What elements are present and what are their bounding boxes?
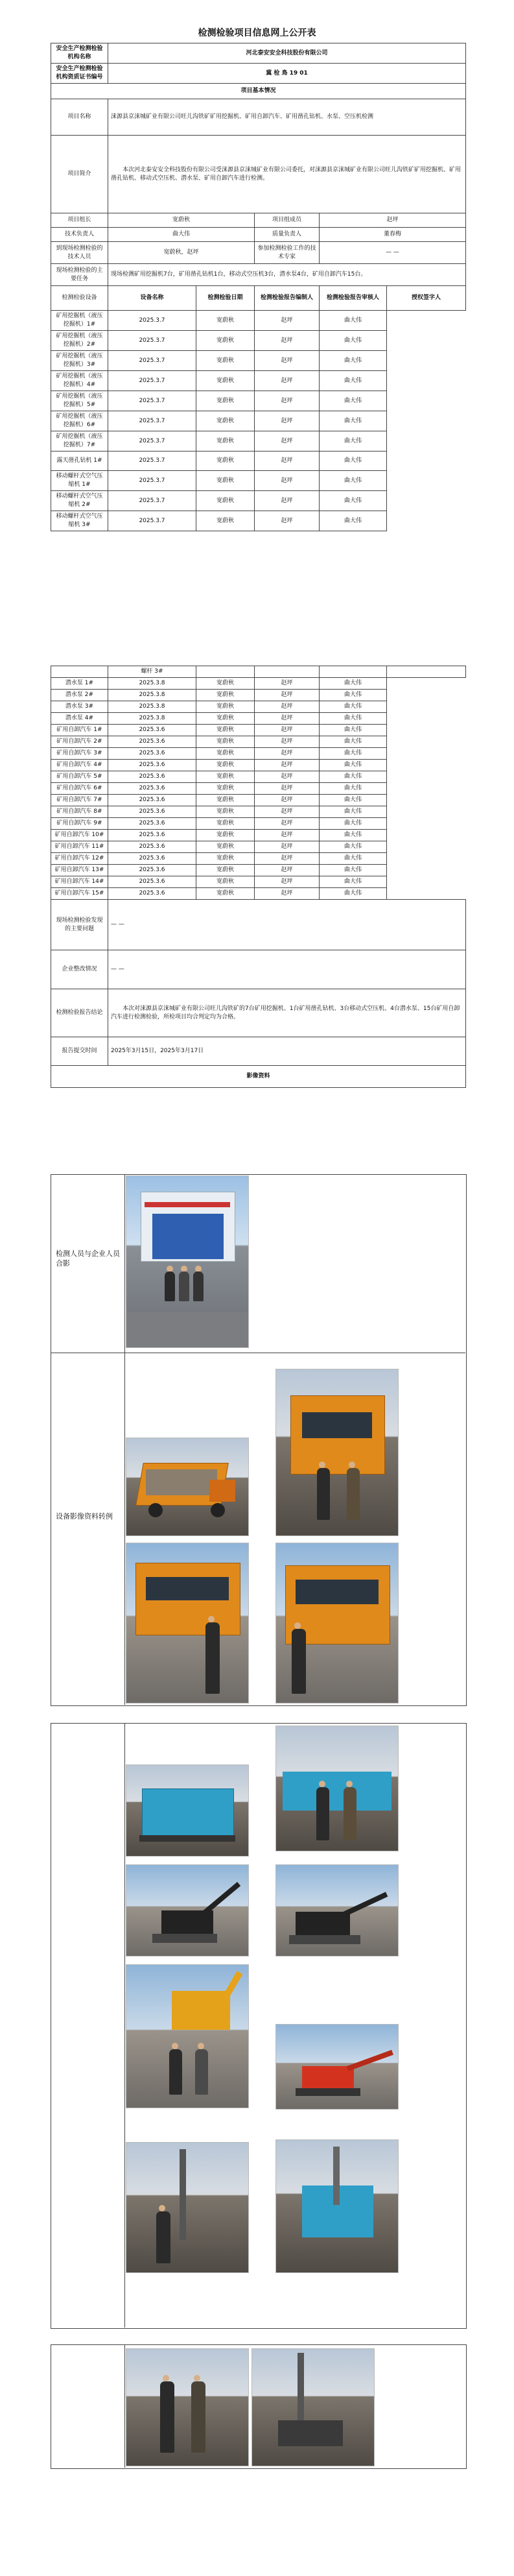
- device-signer: 曲大伟: [320, 888, 387, 900]
- device-editor: 宽蔚秋: [196, 311, 255, 331]
- device-editor: 宽蔚秋: [196, 876, 255, 888]
- device-date: 2025.3.8: [108, 701, 196, 713]
- task-label: 现场检测检验的主要任务: [51, 264, 108, 286]
- device-editor: 宽蔚秋: [196, 748, 255, 760]
- device-date: 2025.3.7: [108, 431, 196, 451]
- device-signer: 曲大伟: [320, 795, 387, 806]
- device-reviewer: 赵坪: [255, 701, 320, 713]
- device-row: [51, 830, 466, 841]
- device-name: 矿用自卸汽车 6#: [51, 783, 108, 795]
- device-date: 2025.3.6: [108, 783, 196, 795]
- device-signer: 曲大伟: [320, 760, 387, 771]
- compressor-photo: [126, 1764, 249, 1857]
- device-name: 露天凿孔钻机 1#: [51, 451, 108, 471]
- quality-label: 质量负责人: [255, 228, 320, 242]
- device-signer: 曲大伟: [320, 725, 387, 736]
- truck-photo-2: [275, 1369, 399, 1536]
- device-reviewer: 赵坪: [255, 713, 320, 725]
- photo-frame-2: [51, 1723, 467, 2329]
- device-editor: 宽蔚秋: [196, 511, 255, 531]
- device-header-reviewer: 检测检验报告审核人: [320, 286, 387, 311]
- device-date: 2025.3.7: [108, 411, 196, 431]
- device-name: 移动螺杆式空气压缩机 1#: [51, 471, 108, 491]
- device-editor: 宽蔚秋: [196, 818, 255, 830]
- device-reviewer: 赵坪: [255, 806, 320, 818]
- info-table-continued: [51, 666, 466, 1088]
- device-editor: 宽蔚秋: [196, 865, 255, 876]
- task-value: 现场检测矿用挖掘机7台，矿用凿孔钻机1台，移动式空压机3台，潜水泵4台，矿用自卸汽车15台。: [108, 264, 466, 286]
- device-row: [51, 391, 466, 411]
- conclusion-label: 检测检验报告结论: [51, 989, 108, 1037]
- device-reviewer: 赵坪: [255, 795, 320, 806]
- device-editor: 宽蔚秋: [196, 491, 255, 511]
- device-editor: 宽蔚秋: [196, 678, 255, 690]
- cert-value: 冀 检 ⿃ 19 01: [108, 64, 466, 84]
- device-label-cont: [51, 666, 108, 678]
- device-signer: 曲大伟: [320, 701, 387, 713]
- truck-photo-3: [126, 1543, 249, 1703]
- device-reviewer: 赵坪: [255, 331, 320, 351]
- report-time-value: 2025年3月15日，2025年3月17日: [108, 1037, 466, 1066]
- device-reviewer: 赵坪: [255, 311, 320, 331]
- device-reviewer: 赵坪: [255, 451, 320, 471]
- device-editor: 宽蔚秋: [196, 391, 255, 411]
- cert-label: 安全生产检测检验机构资质证书编号: [51, 64, 108, 84]
- device-date: 2025.3.6: [108, 795, 196, 806]
- device-reviewer: 赵坪: [255, 471, 320, 491]
- device-name: 矿用自卸汽车 2#: [51, 736, 108, 748]
- device-row: [51, 471, 466, 491]
- device-reviewer: 赵坪: [255, 690, 320, 701]
- device-name: 矿用挖掘机（液压挖掘机）3#: [51, 351, 108, 371]
- device-signer: 曲大伟: [320, 511, 387, 531]
- device-row: [51, 888, 466, 900]
- photo-frame-2-divider: [124, 1723, 125, 2328]
- device-name: 矿用自卸汽车 9#: [51, 818, 108, 830]
- device-editor: 宽蔚秋: [196, 471, 255, 491]
- truck-photo-1: [126, 1438, 249, 1536]
- device-signer: 曲大伟: [320, 853, 387, 865]
- device-date: 2025.3.7: [108, 371, 196, 391]
- device-rows-a: [51, 311, 466, 531]
- drill-people-photo: [126, 2348, 249, 2466]
- device-signer: 曲大伟: [320, 783, 387, 795]
- device-name: 潜水泵 3#: [51, 701, 108, 713]
- device-editor: 宽蔚秋: [196, 736, 255, 748]
- device-row: [51, 451, 466, 471]
- device-row: [51, 351, 466, 371]
- device-signer: 曲大伟: [320, 690, 387, 701]
- device-header-date: 检测检验日期: [196, 286, 255, 311]
- leader-value: 宽蔚秋: [108, 213, 255, 228]
- device-name: 矿用挖掘机（液压挖掘机）5#: [51, 391, 108, 411]
- device-row: [51, 853, 466, 865]
- device-reviewer: 赵坪: [255, 830, 320, 841]
- device-date: 2025.3.6: [108, 865, 196, 876]
- device-editor: 宽蔚秋: [196, 806, 255, 818]
- device-date: 2025.3.8: [108, 690, 196, 701]
- quality-value: 董春梅: [320, 228, 466, 242]
- device-date: 2025.3.7: [108, 331, 196, 351]
- device-date: 2025.3.6: [108, 853, 196, 865]
- device-rows-b: [51, 678, 466, 900]
- device-editor: 宽蔚秋: [196, 725, 255, 736]
- drill-photo-2: [275, 2139, 399, 2273]
- device-signer: 曲大伟: [320, 806, 387, 818]
- device-row: [51, 713, 466, 725]
- device-reviewer: 赵坪: [255, 888, 320, 900]
- device-name: 矿用自卸汽车 4#: [51, 760, 108, 771]
- device-name: 潜水泵 4#: [51, 713, 108, 725]
- device-name: 潜水泵 1#: [51, 678, 108, 690]
- device-signer: 曲大伟: [320, 451, 387, 471]
- device-row: [51, 371, 466, 391]
- device-name: 矿用自卸汽车 8#: [51, 806, 108, 818]
- device-signer: 曲大伟: [320, 351, 387, 371]
- document-title: 检测检验项目信息网上公开表: [198, 28, 316, 38]
- compressor-people-photo: [275, 1726, 399, 1851]
- device-name: 矿用自卸汽车 7#: [51, 795, 108, 806]
- rectify-value: — —: [108, 950, 466, 989]
- device-reviewer: 赵坪: [255, 431, 320, 451]
- device-name: 矿用自卸汽车 5#: [51, 771, 108, 783]
- photo-device-label: 设备影像资料转例: [56, 1512, 113, 1521]
- device-reviewer: 赵坪: [255, 748, 320, 760]
- device-date: 2025.3.7: [108, 391, 196, 411]
- device-label: 检测检验设备: [51, 286, 108, 311]
- device-row: [51, 690, 466, 701]
- group-photo: [126, 1175, 249, 1348]
- device-reviewer: 赵坪: [255, 736, 320, 748]
- device-cont-name: 螺杆 3#: [108, 666, 196, 678]
- device-reviewer: 赵坪: [255, 760, 320, 771]
- device-editor: 宽蔚秋: [196, 713, 255, 725]
- device-signer: 曲大伟: [320, 431, 387, 451]
- device-name: 矿用挖掘机（液压挖掘机）7#: [51, 431, 108, 451]
- drill-photo-3: [251, 2348, 375, 2466]
- tech-value: 曲大伟: [108, 228, 255, 242]
- device-row: [51, 311, 466, 331]
- device-header-name: 设备名称: [108, 286, 196, 311]
- device-signer: 曲大伟: [320, 865, 387, 876]
- device-name: 矿用挖掘机（液压挖掘机）4#: [51, 371, 108, 391]
- device-signer: 曲大伟: [320, 391, 387, 411]
- device-row: [51, 783, 466, 795]
- device-name: 矿用挖掘机（液压挖掘机）1#: [51, 311, 108, 331]
- rectify-label: 企业整改情况: [51, 950, 108, 989]
- info-table-main: [51, 43, 466, 531]
- device-name: 矿用自卸汽车 10#: [51, 830, 108, 841]
- device-name: 矿用自卸汽车 14#: [51, 876, 108, 888]
- leader-label: 项目组长: [51, 213, 108, 228]
- truck-photo-4: [275, 1543, 399, 1703]
- device-row: [51, 678, 466, 690]
- project-name-value: 涞源县京涞城矿业有限公司旺儿沟铁矿矿用挖掘机、矿用自卸汽车、矿用凿孔钻机、水泵、空压机检测: [108, 99, 466, 136]
- device-editor: 宽蔚秋: [196, 411, 255, 431]
- device-date: 2025.3.6: [108, 748, 196, 760]
- excavator-photo-1: [126, 1864, 249, 1956]
- excavator-photo-3: [275, 2024, 399, 2110]
- drill-photo-1: [126, 2142, 249, 2273]
- device-date: 2025.3.6: [108, 806, 196, 818]
- device-editor: 宽蔚秋: [196, 760, 255, 771]
- device-signer: 曲大伟: [320, 736, 387, 748]
- onsite-other-value: — —: [320, 242, 466, 264]
- device-row: [51, 818, 466, 830]
- onsite-label: 到现场检测检验的技术人员: [51, 242, 108, 264]
- conclusion-value: 本次对涞源县京涞城矿业有限公司旺儿沟铁矿的7台矿用挖掘机、1台矿用凿孔钻机、3台移动式空压机、4台潜水泵、15台矿用自卸汽车进行检测检验，所检项目均合判定均为合格。: [108, 989, 466, 1037]
- device-row: [51, 491, 466, 511]
- photo-frame-1-divider-v: [124, 1174, 125, 1705]
- tech-label: 技术负责人: [51, 228, 108, 242]
- device-date: 2025.3.6: [108, 876, 196, 888]
- project-intro-label: 项目简介: [51, 136, 108, 213]
- device-row: [51, 760, 466, 771]
- photo-frame-3-divider: [124, 2344, 125, 2468]
- device-date: 2025.3.6: [108, 888, 196, 900]
- device-editor: 宽蔚秋: [196, 771, 255, 783]
- device-signer: 曲大伟: [320, 713, 387, 725]
- device-date: 2025.3.7: [108, 471, 196, 491]
- device-signer: 曲大伟: [320, 371, 387, 391]
- device-signer: 曲大伟: [320, 491, 387, 511]
- device-row: [51, 701, 466, 713]
- device-reviewer: 赵坪: [255, 876, 320, 888]
- project-name-label: 项目名称: [51, 99, 108, 136]
- device-row: [51, 748, 466, 760]
- device-reviewer: 赵坪: [255, 391, 320, 411]
- device-editor: 宽蔚秋: [196, 371, 255, 391]
- device-reviewer: 赵坪: [255, 511, 320, 531]
- onsite-value: 宽蔚秋，赵坪: [108, 242, 255, 264]
- device-date: 2025.3.7: [108, 511, 196, 531]
- device-row: [51, 841, 466, 853]
- device-name: 矿用自卸汽车 12#: [51, 853, 108, 865]
- device-reviewer: 赵坪: [255, 783, 320, 795]
- section-photos: 影像资料: [51, 1066, 466, 1088]
- device-editor: 宽蔚秋: [196, 888, 255, 900]
- device-date: 2025.3.6: [108, 736, 196, 748]
- device-name: 矿用自卸汽车 15#: [51, 888, 108, 900]
- org-label: 安全生产检测检验机构名称: [51, 43, 108, 64]
- device-date: 2025.3.7: [108, 311, 196, 331]
- problem-value: — —: [108, 900, 466, 950]
- device-signer: 曲大伟: [320, 841, 387, 853]
- device-signer: 曲大伟: [320, 678, 387, 690]
- project-intro-value: 本次河北泰安安全科技股份有限公司受涞源县京涞城矿业有限公司委托，对涞源县京涞城矿业有限公司旺儿沟铁矿矿用挖掘机、矿用凿孔钻机、移动式空压机、潜水泵、矿用自卸汽车进行检测。: [108, 136, 466, 213]
- device-reviewer: 赵坪: [255, 853, 320, 865]
- device-date: 2025.3.6: [108, 830, 196, 841]
- onsite-other-label: 参加检测检验工作的技术专家: [255, 242, 320, 264]
- device-row: [51, 771, 466, 783]
- device-row: [51, 331, 466, 351]
- device-reviewer: 赵坪: [255, 771, 320, 783]
- device-editor: 宽蔚秋: [196, 451, 255, 471]
- device-date: 2025.3.6: [108, 725, 196, 736]
- device-reviewer: 赵坪: [255, 818, 320, 830]
- device-editor: 宽蔚秋: [196, 783, 255, 795]
- device-editor: 宽蔚秋: [196, 830, 255, 841]
- device-signer: 曲大伟: [320, 876, 387, 888]
- device-reviewer: 赵坪: [255, 371, 320, 391]
- member-label: 项目组成员: [255, 213, 320, 228]
- device-date: 2025.3.6: [108, 760, 196, 771]
- device-row: [51, 725, 466, 736]
- device-reviewer: 赵坪: [255, 351, 320, 371]
- device-row: [51, 736, 466, 748]
- device-name: 潜水泵 2#: [51, 690, 108, 701]
- section-basic: 项目基本情况: [51, 84, 466, 99]
- device-date: 2025.3.8: [108, 713, 196, 725]
- device-date: 2025.3.6: [108, 841, 196, 853]
- device-reviewer: 赵坪: [255, 491, 320, 511]
- device-editor: 宽蔚秋: [196, 431, 255, 451]
- problem-label: 现场检测检验发现的主要问题: [51, 900, 108, 950]
- device-row: [51, 806, 466, 818]
- device-header-signer: 授权签字人: [387, 286, 466, 311]
- device-editor: 宽蔚秋: [196, 690, 255, 701]
- device-date: 2025.3.8: [108, 678, 196, 690]
- device-signer: 曲大伟: [320, 771, 387, 783]
- device-editor: 宽蔚秋: [196, 795, 255, 806]
- device-reviewer: 赵坪: [255, 725, 320, 736]
- device-name: 移动螺杆式空气压缩机 2#: [51, 491, 108, 511]
- device-row: [51, 865, 466, 876]
- device-name: 矿用挖掘机（液压挖掘机）2#: [51, 331, 108, 351]
- device-date: 2025.3.7: [108, 351, 196, 371]
- device-signer: 曲大伟: [320, 311, 387, 331]
- device-name: 矿用自卸汽车 3#: [51, 748, 108, 760]
- device-name: 矿用自卸汽车 11#: [51, 841, 108, 853]
- device-row: [51, 411, 466, 431]
- device-signer: 曲大伟: [320, 830, 387, 841]
- device-reviewer: 赵坪: [255, 411, 320, 431]
- report-time-label: 报告提交时间: [51, 1037, 108, 1066]
- device-reviewer: 赵坪: [255, 841, 320, 853]
- device-name: 矿用自卸汽车 1#: [51, 725, 108, 736]
- device-row: [51, 876, 466, 888]
- device-row: [51, 795, 466, 806]
- device-date: 2025.3.6: [108, 771, 196, 783]
- device-name: 移动螺杆式空气压缩机 3#: [51, 511, 108, 531]
- device-header-editor: 检测检验报告编制人: [255, 286, 320, 311]
- photo-people-label: 检测人员与企业人员合影: [56, 1249, 120, 1268]
- device-editor: 宽蔚秋: [196, 701, 255, 713]
- device-row: [51, 431, 466, 451]
- device-editor: 宽蔚秋: [196, 841, 255, 853]
- device-editor: 宽蔚秋: [196, 351, 255, 371]
- device-name: 矿用挖掘机（液压挖掘机）6#: [51, 411, 108, 431]
- excavator-people-photo: [126, 1964, 249, 2108]
- member-value: 赵坪: [320, 213, 466, 228]
- excavator-photo-2: [275, 1864, 399, 1956]
- org-value: 河北泰安安全科技股份有限公司: [108, 43, 466, 64]
- device-editor: 宽蔚秋: [196, 331, 255, 351]
- device-date: 2025.3.7: [108, 491, 196, 511]
- device-name: 矿用自卸汽车 13#: [51, 865, 108, 876]
- device-row: [51, 511, 466, 531]
- device-signer: 曲大伟: [320, 411, 387, 431]
- device-editor: 宽蔚秋: [196, 853, 255, 865]
- device-date: 2025.3.6: [108, 818, 196, 830]
- device-signer: 曲大伟: [320, 471, 387, 491]
- device-reviewer: 赵坪: [255, 865, 320, 876]
- device-signer: 曲大伟: [320, 748, 387, 760]
- device-date: 2025.3.7: [108, 451, 196, 471]
- device-signer: 曲大伟: [320, 818, 387, 830]
- device-signer: 曲大伟: [320, 331, 387, 351]
- device-reviewer: 赵坪: [255, 678, 320, 690]
